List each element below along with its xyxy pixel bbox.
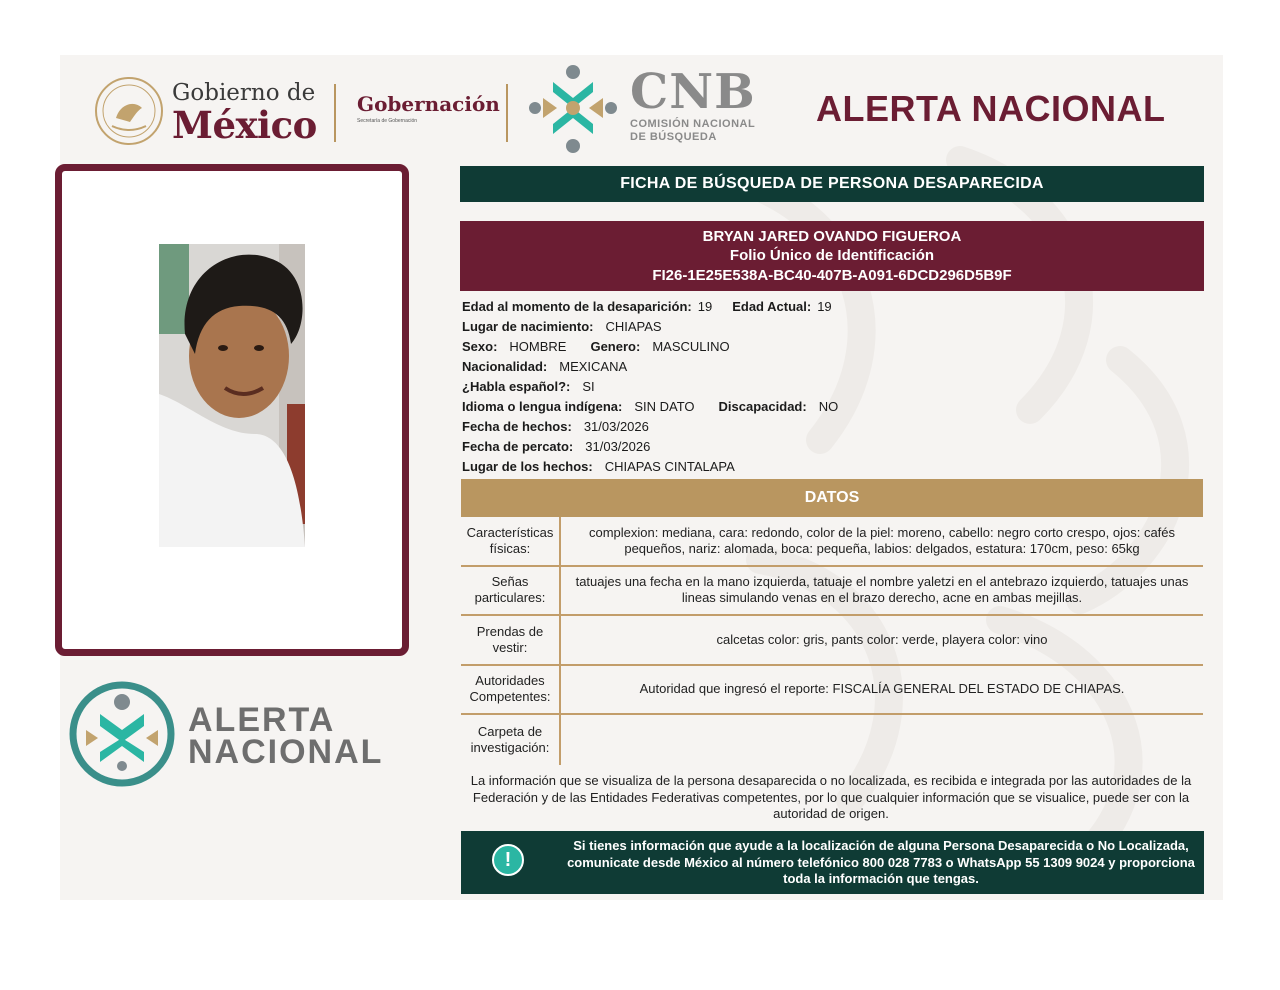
info-row-lugar-hechos bbox=[462, 457, 838, 477]
info-row-fecha-percato bbox=[462, 437, 838, 457]
table-row bbox=[461, 666, 1203, 716]
datos-value: Autoridad que ingresó el reporte: FISCALÍA GENERAL DEL ESTADO DE CHIAPAS. bbox=[639, 681, 1125, 697]
cnb-acronym: CNB bbox=[630, 64, 756, 120]
alerta-logo-line1: ALERTA bbox=[188, 701, 336, 739]
info-row-nacionalidad bbox=[462, 357, 838, 377]
edad-desaparicion-value: 19 bbox=[697, 299, 713, 314]
cnb-line1: COMISIÓN NACIONAL bbox=[630, 118, 756, 130]
folio-value: FI26-1E25E538A-BC40-407B-A091-6DCD296D5B9F bbox=[652, 266, 1012, 284]
gobierno-line2: México bbox=[172, 103, 317, 147]
gobierno-line1: Gobierno de bbox=[172, 80, 316, 106]
table-row bbox=[461, 616, 1203, 666]
person-header-bar bbox=[460, 221, 1204, 291]
datos-value: tatuajes una fecha en la mano izquierda, tatuaje el nombre yaletzi en el antebrazo izquierdo, tatuajes unas lineas simulando venas en el brazo derecho, acne en ambas mejillas. bbox=[575, 574, 1189, 606]
datos-label: Características físicas: bbox=[461, 517, 561, 565]
fecha-hechos-value: 31/03/2026 bbox=[583, 419, 649, 434]
edad-desaparicion-label: Edad al momento de la desaparición: bbox=[462, 299, 692, 314]
fecha-hechos-label: Fecha de hechos: bbox=[462, 419, 572, 434]
cnb-line2: DE BÚSQUEDA bbox=[630, 131, 717, 143]
alerta-nacional-title: ALERTA NACIONAL bbox=[816, 88, 1166, 129]
ficha-title-bar: FICHA DE BÚSQUEDA DE PERSONA DESAPARECIDA bbox=[460, 166, 1204, 202]
disclaimer-text: La información que se visualiza de la persona desaparecida o no localizada, es recibida e integrada por las autoridades de la Federación y de las Entidades Federativas competentes, por lo que cualquier información que se visualice, puede ser con la autoridad de origen. bbox=[470, 773, 1192, 821]
exclamation-icon: ! bbox=[492, 844, 524, 876]
info-row-fecha-hechos bbox=[462, 417, 838, 437]
datos-value bbox=[561, 715, 1203, 765]
datos-value: complexion: mediana, cara: redondo, color de la piel: moreno, cabello: negro corto crespo, ojos: cafés pequeños, nariz: alomada, boca: pequeña, labios: delgados, estatura: 170cm, peso: 65kg bbox=[588, 524, 1176, 556]
sexo-label: Sexo: bbox=[462, 339, 498, 354]
header-divider bbox=[334, 84, 336, 142]
edad-actual-value: 19 bbox=[817, 299, 832, 314]
fecha-percato-value: 31/03/2026 bbox=[585, 439, 651, 454]
person-name: BRYAN JARED OVANDO FIGUEROA bbox=[702, 227, 962, 245]
folio-label: Folio Único de Identificación bbox=[729, 247, 935, 265]
discapacidad-label: Discapacidad: bbox=[718, 399, 807, 414]
table-row bbox=[461, 517, 1203, 567]
datos-title-bar: DATOS bbox=[461, 479, 1203, 517]
genero-label: Genero: bbox=[590, 339, 641, 354]
missing-person-photo bbox=[159, 244, 305, 547]
genero-value: MASCULINO bbox=[652, 339, 730, 354]
edad-actual-label: Edad Actual: bbox=[732, 299, 812, 314]
datos-value: calcetas color: gris, pants color: verde, playera color: vino bbox=[716, 631, 1048, 647]
idioma-value: SIN DATO bbox=[634, 399, 695, 414]
nacionalidad-label: Nacionalidad: bbox=[462, 359, 548, 374]
sexo-value: HOMBRE bbox=[509, 339, 567, 354]
person-info-list bbox=[462, 297, 838, 477]
contact-text: Si tienes información que ayude a la localización de alguna Persona Desaparecida o No Localizada, comunicate desde México al número telefónico 800 028 7783 o WhatsApp 55 1309 9024 y proporciona toda la información que tengas. bbox=[567, 838, 1195, 886]
contact-bar bbox=[461, 831, 1204, 894]
table-row bbox=[461, 567, 1203, 617]
info-row-sexo bbox=[462, 337, 838, 357]
alerta-nacional-logo-text bbox=[188, 701, 384, 771]
header-divider bbox=[506, 84, 508, 142]
datos-table bbox=[461, 517, 1203, 765]
datos-label: Autoridades Competentes: bbox=[461, 666, 561, 714]
datos-label: Carpeta de investigación: bbox=[461, 715, 561, 765]
alerta-nacional-emblem-icon bbox=[68, 680, 176, 788]
datos-label: Señas particulares: bbox=[461, 567, 561, 615]
mexico-seal-icon bbox=[94, 76, 164, 146]
info-row-habla-espanol bbox=[462, 377, 838, 397]
fecha-percato-label: Fecha de percato: bbox=[462, 439, 574, 454]
info-row-edad bbox=[462, 297, 838, 317]
gobernacion-subtitle: Secretaría de Gobernación bbox=[357, 118, 418, 124]
cnb-emblem-icon bbox=[527, 62, 619, 154]
discapacidad-value: NO bbox=[818, 399, 839, 414]
lugar-nacimiento-value: CHIAPAS bbox=[605, 319, 662, 334]
gobernacion-title: Gobernación bbox=[357, 92, 500, 116]
datos-label: Prendas de vestir: bbox=[461, 616, 561, 664]
nacionalidad-value: MEXICANA bbox=[559, 359, 628, 374]
idioma-label: Idioma o lengua indígena: bbox=[462, 399, 623, 414]
lugar-hechos-label: Lugar de los hechos: bbox=[462, 459, 593, 474]
habla-espanol-value: SI bbox=[582, 379, 595, 394]
habla-espanol-label: ¿Habla español?: bbox=[462, 379, 571, 394]
cnb-logo-text bbox=[630, 66, 780, 144]
lugar-hechos-value: CHIAPAS CINTALAPA bbox=[604, 459, 735, 474]
info-row-idioma bbox=[462, 397, 838, 417]
info-row-nacimiento bbox=[462, 317, 838, 337]
gobernacion-logo bbox=[357, 92, 500, 124]
lugar-nacimiento-label: Lugar de nacimiento: bbox=[462, 319, 594, 334]
table-row bbox=[461, 715, 1203, 765]
alerta-logo-line2: NACIONAL bbox=[188, 733, 384, 771]
gobierno-mexico-logo bbox=[172, 80, 317, 147]
